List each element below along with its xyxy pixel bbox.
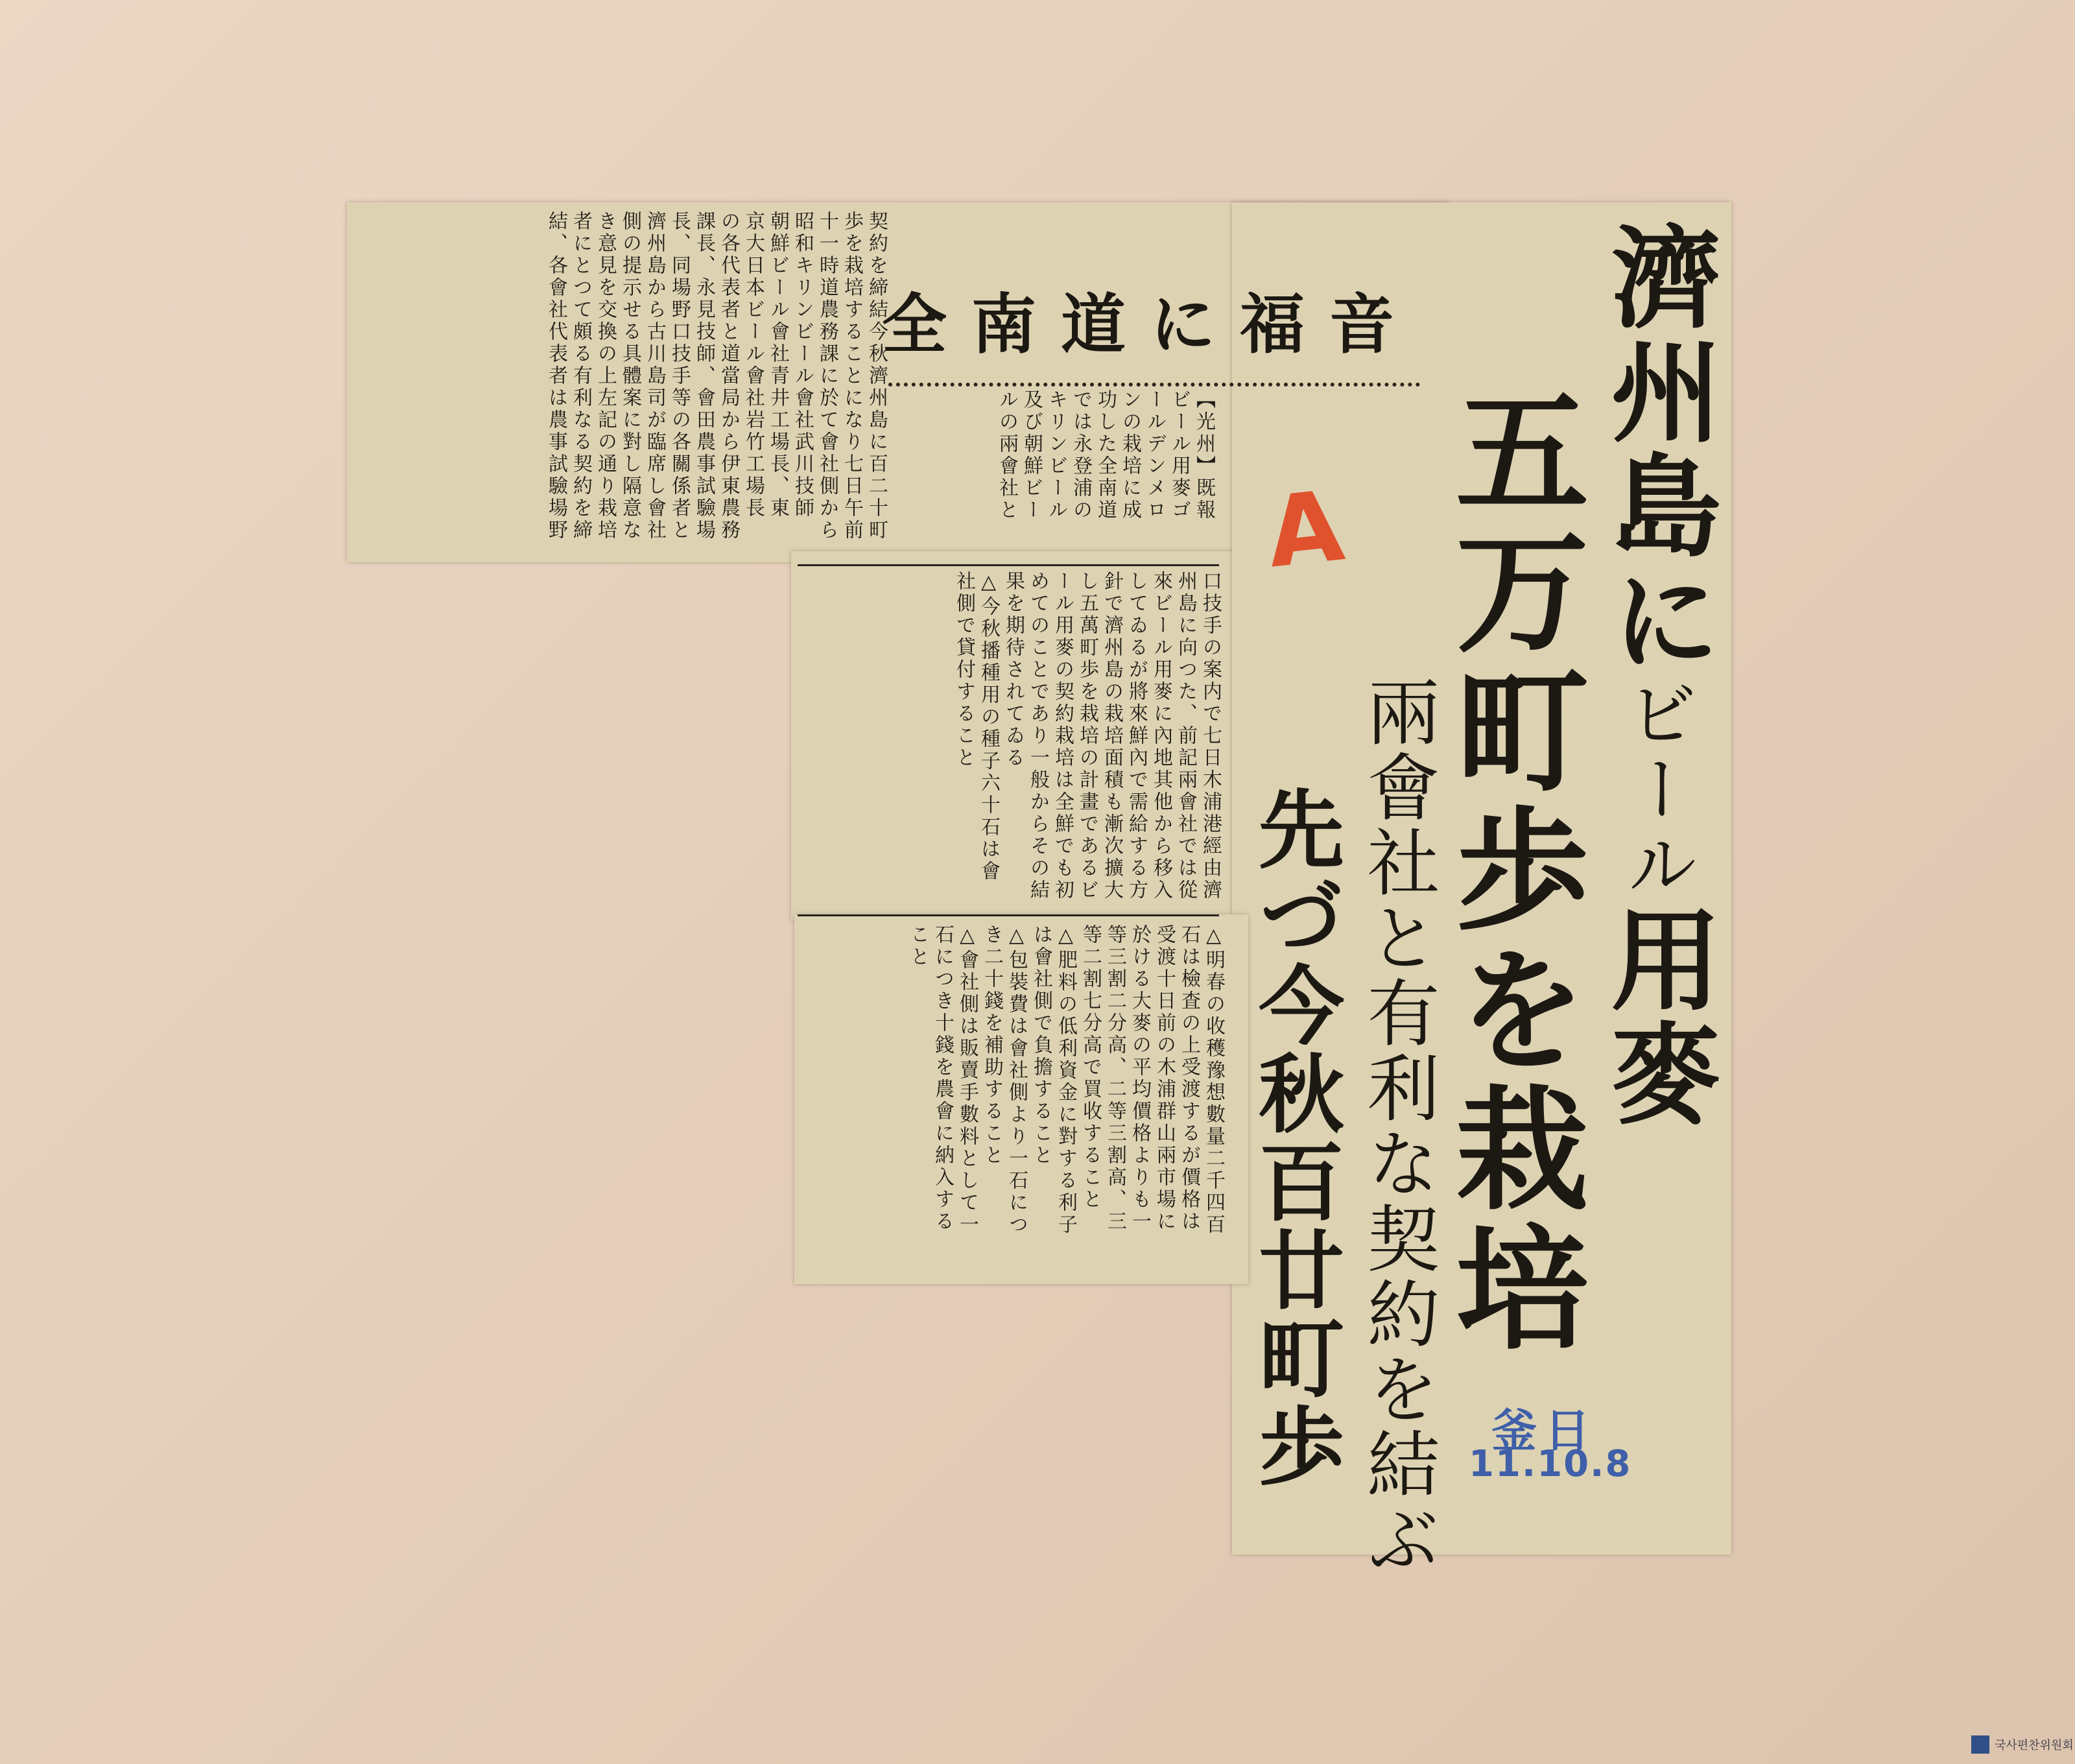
article-line: 及び朝鮮ビー <box>1020 389 1043 521</box>
article-left-block <box>357 211 888 551</box>
kicker: 全南道に福音 <box>882 286 1419 363</box>
article-line: し五萬町歩を栽培の計畫であるビ <box>1076 571 1098 901</box>
source-stamp: 釜日 <box>1491 1404 1598 1457</box>
article-line: こと <box>907 924 929 968</box>
article-line: △肥料の低利資金に對する利子 <box>1054 924 1077 1236</box>
article-line: 契約を締結今秋濟州島に百二十町 <box>865 211 888 542</box>
subhead-1: 兩會社と有利な契約を結ぶ <box>1355 674 1440 1577</box>
article-line: き意見を交換の上左記の通り栽培 <box>594 211 617 542</box>
article-line: 歩を栽培することになり七日午前 <box>840 211 863 542</box>
article-line: 州島に向つた、前記兩會社では從 <box>1174 571 1197 901</box>
article-line: は會社側で負擔すること <box>1030 924 1052 1167</box>
article-line: 者にとつて頗る有利なる契約を締 <box>569 211 592 542</box>
article-line: 功した全南道 <box>1094 389 1117 521</box>
article-bottom-block <box>804 924 1226 1278</box>
archive-logo-icon <box>1971 1735 1989 1754</box>
article-line: △會社側は販賣手數料として一 <box>956 924 978 1236</box>
headline-line2: 五万町歩を栽培 <box>1433 383 1589 1359</box>
article-line: してゐるが將來鮮內で需給する方 <box>1125 571 1148 901</box>
article-line: 【光州】既報 <box>1192 389 1215 521</box>
article-line: ンの栽培に成 <box>1119 389 1141 521</box>
article-line: キリンビール <box>1045 389 1067 521</box>
headline-line1-part1: 濟州島に <box>1592 220 1722 677</box>
article-line: 十一時道農務課に於て會社側から <box>816 211 838 542</box>
kicker-divider <box>888 383 1420 387</box>
article-line: △包裝費は會社側より一石につ <box>1005 924 1028 1236</box>
article-line: ルの兩會社と <box>995 389 1018 521</box>
article-line: ビール用麥ゴ <box>1168 389 1191 521</box>
article-line: 來ビール用麥に內地其他から移入 <box>1150 571 1172 901</box>
date-stamp: 11.10.8 <box>1469 1443 1632 1485</box>
article-line: 果を期待されてゐる <box>1002 571 1025 769</box>
article-line: では永登浦の <box>1069 389 1092 521</box>
article-line: 社側で貸付すること <box>953 571 975 769</box>
headline-line1-part2: 用麥 <box>1592 903 1722 1131</box>
article-line: の各代表者と道當局から伊東農務 <box>717 211 740 542</box>
article-line: ールデンメロ <box>1143 389 1166 521</box>
article-line: 等二割七分高で買收すること <box>1079 924 1102 1211</box>
article-line: 石につき十錢を農會に納入する <box>931 924 954 1233</box>
article-line: 針で濟州島の栽培面積も漸次擴大 <box>1100 571 1123 901</box>
article-line: 側の提示せる具體案に對し隔意な <box>619 211 641 542</box>
column-rule <box>798 914 1219 916</box>
article-line: △明春の收穫豫想數量二千四百 <box>1202 924 1225 1236</box>
subhead-2: 先づ今秋百廿町歩 <box>1244 785 1344 1490</box>
archive-logo <box>1971 1735 2074 1754</box>
article-line: 濟州島から古川島司が臨席し會社 <box>643 211 666 542</box>
annotation-mark: A <box>1262 470 1349 590</box>
article-line: 京大日本ビール會社岩竹工場長 <box>742 211 765 519</box>
article-line: 於ける大麥の平均價格よりも一 <box>1128 924 1151 1233</box>
headline-line1-small: ビール <box>1615 677 1698 903</box>
article-line: 長、同場野口技手等の各關係者と <box>668 211 691 542</box>
article-line: き二十錢を補助すること <box>980 924 1003 1167</box>
article-line: ール用麥の契約栽培は全鮮でも初 <box>1051 571 1074 901</box>
article-line: 課長、永見技師、會田農事試驗場 <box>693 211 715 542</box>
article-line: △今秋播種用の種子六十石は會 <box>977 571 1000 883</box>
column-rule <box>798 564 1219 566</box>
article-line: 受渡十日前の木浦群山兩市場に <box>1153 924 1176 1233</box>
article-line: 石は檢査の上受渡するが價格は <box>1178 924 1200 1233</box>
article-line: めてのことであり一般からその結 <box>1026 571 1049 901</box>
headline-line1 <box>1592 220 1722 1131</box>
article-middle-block <box>807 571 1222 908</box>
article-line: 結、各會社代表者は農事試驗場野 <box>545 211 567 542</box>
article-right-block <box>905 389 1216 558</box>
article-line: 口技手の案内で七日木浦港經由濟 <box>1199 571 1222 901</box>
article-line: 等三割二分高、二等三割高、三 <box>1104 924 1126 1233</box>
archive-logo-text: 국사편찬위원회 <box>1995 1739 2074 1752</box>
article-line: 朝鮮ビール會社青井工場長、東 <box>766 211 789 519</box>
article-line: 昭和キリンビール會社武川技師 <box>791 211 814 519</box>
